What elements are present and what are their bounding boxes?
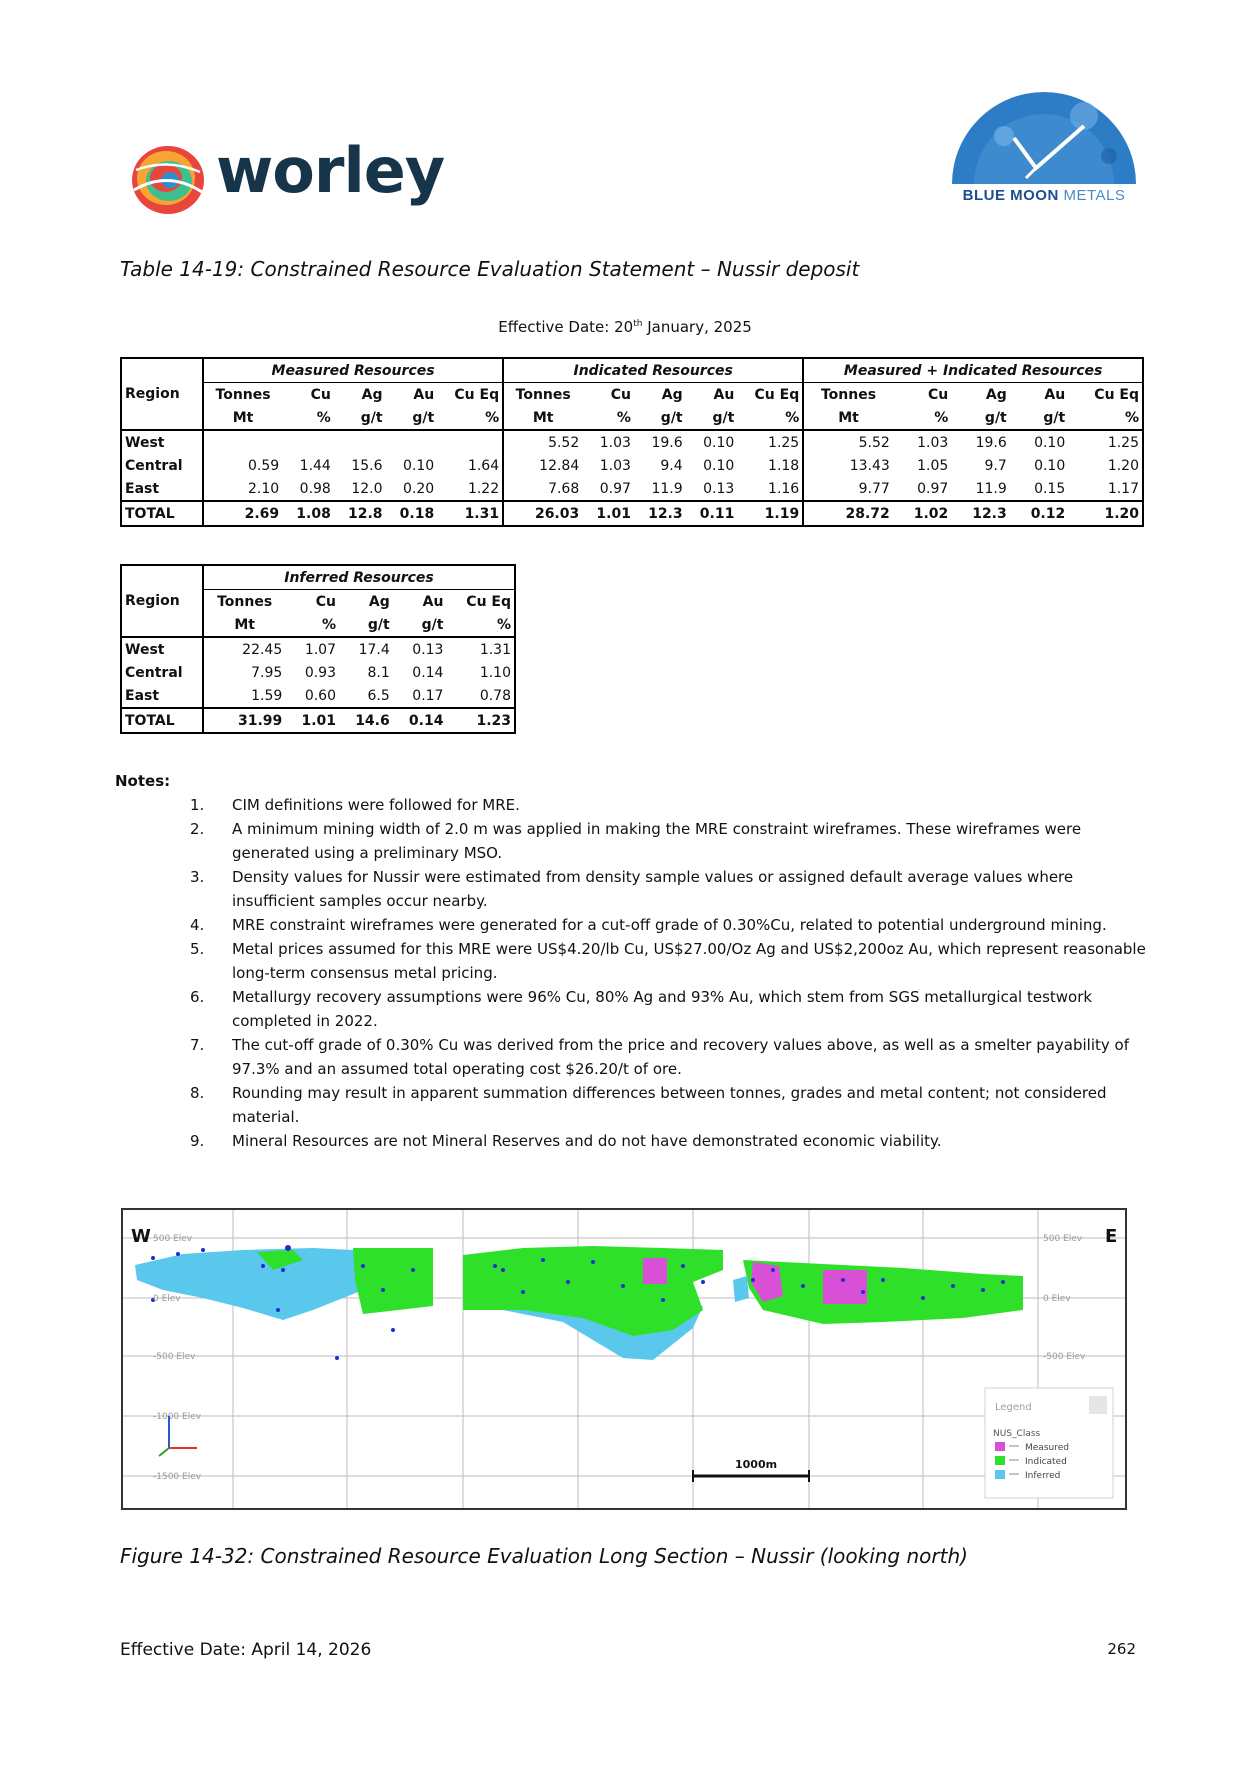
column-unit: % (1068, 406, 1143, 430)
column-unit: g/t (334, 406, 386, 430)
region-header-spacer (121, 406, 203, 430)
note-number: 1. (190, 796, 205, 814)
value-cell: 0.14 (412, 664, 444, 681)
value-cell: 2.10 (247, 480, 280, 497)
note-item (190, 937, 1150, 985)
bmm-text-dark: BLUE MOON (962, 187, 1059, 204)
note-number: 5. (190, 940, 205, 958)
note-text: The cut-off grade of 0.30% Cu was derived from the price and recovery values above, as well as a smelter payability of 97.3% and an assumed total operating cost $26.20/t of ore. (232, 1036, 1129, 1078)
worley-logo-mark-icon (128, 140, 208, 220)
value-cell: 1.64 (437, 454, 503, 477)
column-unit-row (121, 613, 515, 637)
value-cell: 12.8 (334, 501, 386, 526)
value-cell: 11.9 (975, 480, 1007, 497)
value-cell: 14.6 (339, 708, 393, 733)
value-cell: 1.31 (479, 641, 511, 658)
column-unit: g/t (634, 406, 686, 430)
value-cell: 1.19 (737, 501, 803, 526)
table-row (121, 430, 1143, 454)
column-unit: g/t (686, 406, 738, 430)
legend-swatch (995, 1442, 1005, 1451)
value-cell: 17.4 (358, 641, 390, 658)
value-cell: 1.59 (251, 687, 283, 704)
region-cell: Central (121, 454, 203, 477)
note-item (190, 1081, 1150, 1129)
column-name: Cu Eq (466, 593, 511, 610)
value-cell: 9.4 (660, 457, 683, 474)
legend-swatch (995, 1470, 1005, 1479)
group-inferred: Inferred Resources (203, 565, 515, 590)
effective-date-suffix: January, 2025 (642, 318, 752, 336)
column-unit: Mt (503, 406, 582, 430)
column-unit: % (285, 613, 339, 637)
value-cell: 1.03 (917, 434, 949, 451)
value-cell: 1.17 (1107, 480, 1139, 497)
legend-layer: NUS_Class (993, 1429, 1041, 1439)
page-number: 262 (1107, 1640, 1136, 1658)
notes-title-text: Notes (115, 772, 165, 790)
column-name: Tonnes (215, 386, 271, 403)
value-cell: 12.3 (951, 501, 1009, 526)
value-cell: 1.01 (285, 708, 339, 733)
value-cell: 22.45 (242, 641, 283, 658)
column-unit: g/t (339, 613, 393, 637)
column-unit: % (282, 406, 334, 430)
column-unit: Mt (803, 406, 893, 430)
value-cell: 12.3 (634, 501, 686, 526)
notes-title: Notes: (115, 772, 171, 790)
value-cell: 26.03 (503, 501, 582, 526)
column-name: Ag (985, 386, 1007, 403)
scale-label: 1000m (735, 1458, 778, 1471)
value-cell: 1.05 (917, 457, 949, 474)
measured-zone-central (643, 1258, 667, 1284)
value-cell: 8.1 (367, 664, 390, 681)
legend-label: Indicated (1025, 1457, 1067, 1467)
note-item (190, 1033, 1150, 1081)
table-row (121, 637, 515, 661)
column-unit: Mt (203, 406, 282, 430)
note-item (190, 865, 1150, 913)
elev-label-left: -1500 Elev (153, 1472, 202, 1482)
value-cell: 1.18 (737, 454, 803, 477)
notes-list (190, 793, 1150, 1153)
value-cell: 0.10 (1034, 457, 1066, 474)
region-header: Region (121, 383, 203, 407)
note-text: Metal prices assumed for this MRE were US$4.20/lb Cu, US$27.00/Oz Ag and US$2,200oz Au, which represent reasonable long-term consensus metal pricing. (232, 940, 1146, 982)
note-number: 3. (190, 868, 205, 886)
value-cell: 1.02 (893, 501, 951, 526)
value-cell: 11.9 (651, 480, 683, 497)
column-name: Cu Eq (1094, 386, 1139, 403)
note-text: Rounding may result in apparent summation differences between tonnes, grades and metal content; not considered material. (232, 1084, 1107, 1126)
note-number: 2. (190, 820, 205, 838)
value-cell: 1.03 (599, 434, 631, 451)
column-unit: % (737, 406, 803, 430)
region-cell: TOTAL (121, 708, 203, 733)
group-indicated: Indicated Resources (503, 358, 803, 383)
table-row (121, 684, 515, 708)
note-number: 9. (190, 1132, 205, 1150)
note-number: 6. (190, 988, 205, 1006)
table-row (121, 454, 1143, 477)
column-name: Ag (361, 386, 383, 403)
column-name: Cu (928, 386, 949, 403)
column-unit: % (446, 613, 515, 637)
value-cell: 2.69 (203, 501, 282, 526)
table-caption: Table 14-19: Constrained Resource Evaluation Statement – Nussir deposit (120, 257, 860, 281)
elev-label-right: 0 Elev (1043, 1294, 1071, 1304)
column-name: Au (422, 593, 444, 610)
worley-logo (128, 136, 468, 226)
value-cell: 1.44 (299, 457, 331, 474)
table-row (121, 661, 515, 684)
table-total-row (121, 708, 515, 733)
value-cell (334, 430, 386, 454)
bmm-text-light: METALS (1063, 187, 1126, 204)
value-cell: 0.59 (247, 457, 280, 474)
column-name: Au (413, 386, 435, 403)
blue-moon-icon (944, 76, 1144, 186)
elev-label-right: 500 Elev (1043, 1234, 1083, 1244)
column-name: Tonnes (515, 386, 571, 403)
note-text: A minimum mining width of 2.0 m was applied in making the MRE constraint wireframes. These wireframes were generated using a preliminary MSO. (232, 820, 1082, 862)
value-cell: 0.17 (412, 687, 444, 704)
value-cell: 5.52 (548, 434, 580, 451)
note-number: 8. (190, 1084, 205, 1102)
value-cell: 12.84 (539, 457, 580, 474)
value-cell: 1.01 (582, 501, 634, 526)
west-east-labels (131, 1226, 1117, 1247)
column-name: Cu (610, 386, 631, 403)
note-text: Density values for Nussir were estimated from density sample values or assigned default average values where insufficient samples occur nearby. (232, 868, 1074, 910)
value-cell: 19.6 (975, 434, 1007, 451)
value-cell: 19.6 (651, 434, 683, 451)
value-cell: 0.12 (1010, 501, 1068, 526)
value-cell: 5.52 (858, 434, 890, 451)
column-name: Au (1044, 386, 1066, 403)
legend-box (985, 1388, 1113, 1498)
value-cell: 7.95 (251, 664, 283, 681)
resource-table-inferred (120, 564, 516, 734)
column-name-row (121, 590, 515, 614)
column-name: Tonnes (820, 386, 877, 403)
value-cell: 0.10 (703, 457, 735, 474)
value-cell: 7.68 (548, 480, 580, 497)
value-cell: 13.43 (849, 457, 890, 474)
note-item (190, 817, 1150, 865)
figure-caption: Figure 14-32: Constrained Resource Evaluation Long Section – Nussir (looking north) (120, 1544, 968, 1568)
value-cell: 9.7 (984, 457, 1007, 474)
table-row (121, 477, 1143, 501)
value-cell: 12.0 (351, 480, 383, 497)
value-cell: 0.18 (386, 501, 438, 526)
column-unit: g/t (393, 613, 447, 637)
column-name: Cu (310, 386, 331, 403)
value-cell: 0.11 (686, 501, 738, 526)
group-header-row (121, 358, 1143, 383)
column-name-row (121, 383, 1143, 407)
column-unit: % (582, 406, 634, 430)
indicated-zone-west (353, 1248, 433, 1314)
column-unit: % (437, 406, 503, 430)
east-label: E (1105, 1226, 1118, 1247)
value-cell: 9.77 (858, 480, 890, 497)
value-cell: 1.08 (282, 501, 334, 526)
value-cell: 0.13 (703, 480, 735, 497)
value-cell: 1.07 (304, 641, 336, 658)
column-name: Ag (661, 386, 683, 403)
measured-zone-east-2 (823, 1270, 867, 1304)
blue-moon-metals-logo (944, 76, 1144, 210)
value-cell: 1.03 (599, 457, 631, 474)
value-cell: 1.25 (737, 430, 803, 454)
effective-date-line (0, 318, 1250, 336)
value-cell: 0.15 (1034, 480, 1066, 497)
legend-label: Inferred (1025, 1471, 1061, 1481)
column-name: Cu Eq (437, 383, 503, 407)
table-total-row (121, 501, 1143, 526)
long-section-map (123, 1210, 1125, 1508)
column-unit: g/t (1010, 406, 1068, 430)
column-name: Ag (368, 593, 390, 610)
group-measured-indicated: Measured + Indicated Resources (803, 358, 1143, 383)
region-header-spacer (121, 613, 203, 637)
value-cell: 1.20 (1068, 501, 1143, 526)
value-cell: 0.60 (304, 687, 336, 704)
column-unit: g/t (386, 406, 438, 430)
column-unit: g/t (951, 406, 1009, 430)
column-name: Au (713, 386, 735, 403)
value-cell: 0.14 (393, 708, 447, 733)
inferred-zone-east (733, 1276, 749, 1302)
value-cell: 0.20 (403, 480, 435, 497)
region-cell: East (121, 477, 203, 501)
region-cell: East (121, 684, 203, 708)
value-cell: 0.10 (703, 434, 735, 451)
value-cell: 0.78 (479, 687, 511, 704)
value-cell: 0.97 (917, 480, 949, 497)
value-cell: 1.20 (1107, 457, 1139, 474)
elev-label-left: -1000 Elev (153, 1412, 202, 1422)
value-cell: 1.10 (479, 664, 511, 681)
value-cell (203, 430, 282, 454)
note-item (190, 985, 1150, 1033)
value-cell: 31.99 (203, 708, 285, 733)
note-text: MRE constraint wireframes were generated for a cut-off grade of 0.30%Cu, related to potential underground mining. (232, 916, 1107, 934)
legend-title: Legend (995, 1402, 1032, 1413)
region-cell: Central (121, 661, 203, 684)
note-number: 7. (190, 1036, 205, 1054)
value-cell: 6.5 (367, 687, 390, 704)
note-text: CIM definitions were followed for MRE. (232, 796, 520, 814)
legend-swatch (995, 1456, 1005, 1465)
axis-tripod-icon (159, 1416, 197, 1456)
note-item (190, 1129, 1150, 1153)
region-header: Region (121, 590, 203, 614)
value-cell: 0.13 (412, 641, 444, 658)
legend-label: Measured (1025, 1443, 1069, 1453)
column-unit: % (893, 406, 951, 430)
inferred-zone-west (135, 1248, 363, 1320)
value-cell (282, 430, 334, 454)
group-header-row (121, 565, 515, 590)
column-name: Cu Eq (737, 383, 803, 407)
worley-wordmark: worley (216, 134, 445, 207)
column-name: Cu (315, 593, 336, 610)
column-unit: Mt (203, 613, 285, 637)
group-measured: Measured Resources (203, 358, 503, 383)
region-cell: TOTAL (121, 501, 203, 526)
value-cell: 1.23 (446, 708, 515, 733)
value-cell: 1.25 (1107, 434, 1139, 451)
value-cell (437, 430, 503, 454)
long-section-figure (121, 1208, 1127, 1510)
resource-table-measured-indicated (120, 357, 1144, 527)
scale-bar (693, 1458, 809, 1482)
footer-effective-date: Effective Date: April 14, 2026 (120, 1640, 372, 1660)
elev-label-left: 0 Elev (153, 1294, 181, 1304)
value-cell: 0.97 (599, 480, 631, 497)
value-cell: 1.16 (737, 477, 803, 501)
column-name: Tonnes (217, 593, 273, 610)
elev-label-right: -500 Elev (1043, 1352, 1086, 1362)
region-cell: West (121, 637, 203, 661)
elev-label-left: -500 Elev (153, 1352, 196, 1362)
value-cell: 28.72 (803, 501, 893, 526)
note-number: 4. (190, 916, 205, 934)
region-cell: West (121, 430, 203, 454)
note-text: Mineral Resources are not Mineral Reserves and do not have demonstrated economic viability. (232, 1132, 942, 1150)
value-cell: 15.6 (351, 457, 383, 474)
value-cell: 1.22 (437, 477, 503, 501)
indicated-zone-east (743, 1260, 1023, 1324)
effective-date-prefix: Effective Date: 20 (498, 318, 634, 336)
west-label: W (131, 1226, 151, 1247)
value-cell (386, 430, 438, 454)
value-cell: 0.10 (403, 457, 435, 474)
column-unit-row (121, 406, 1143, 430)
note-text: Metallurgy recovery assumptions were 96% Cu, 80% Ag and 93% Au, which stem from SGS metallurgical testwork completed in 2022. (232, 988, 1093, 1030)
value-cell: 0.93 (304, 664, 336, 681)
value-cell: 0.98 (299, 480, 331, 497)
elev-label-left: 500 Elev (153, 1234, 193, 1244)
value-cell: 1.31 (437, 501, 503, 526)
effective-date-sup: th (633, 319, 643, 329)
note-item (190, 913, 1150, 937)
note-item (190, 793, 1150, 817)
value-cell: 0.10 (1034, 434, 1066, 451)
